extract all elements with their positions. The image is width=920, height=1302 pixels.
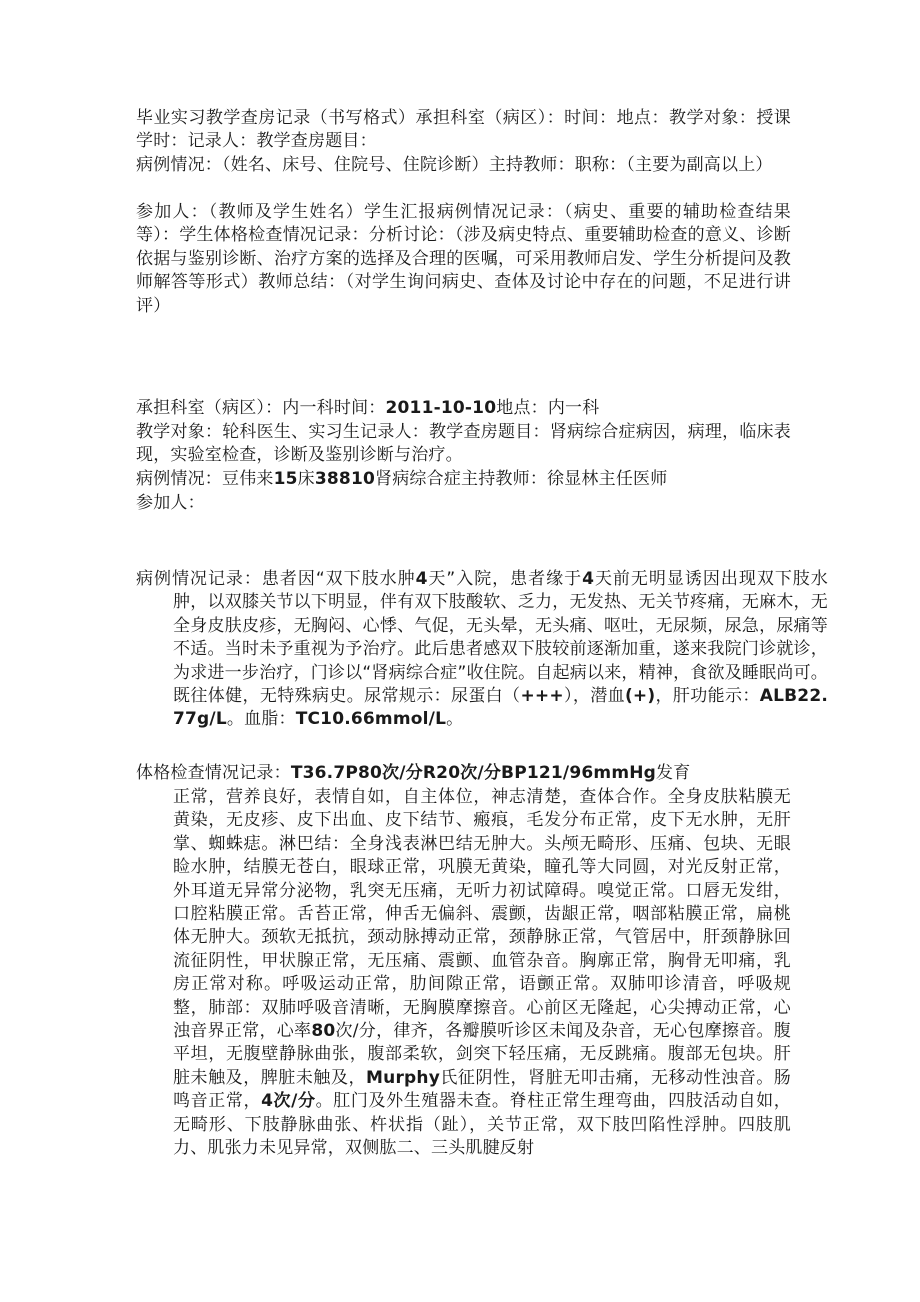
exam-body-b3: 氏征阴性，肾脏无叩击痛，无移动性浊音。肠鸣音正常， [173,1067,792,1112]
exam-body-b4: 。肛门及外生殖器未查。脊柱正常生理弯曲，四肢活动自如，无畸形、下肢静脉曲张、杵状指（趾），关节正常，双下肢凹陷性浮肿。四肢肌力、肌张力未见异常，双侧肱二、三头肌腱反射 [173,1091,791,1159]
exam-body-b2: 次/分，律齐，各瓣膜听诊区未闻及杂音，无心包摩擦音。腹平坦，无腹壁静脉曲张，腹部柔软，剑突下轻压痛，无反跳痛。腹部无包块。肝脏未触及，脾脏未触及， [173,1021,791,1088]
template-title-text: 毕业实习教学查房记录（书写格式）承担科室（病区）：时间：地点：教学对象：授课学时：记录人：教学查房题目： [136,108,791,152]
case-report-s6: 。血脂： [226,709,296,730]
record-case-line [136,468,791,491]
exam-vitals: T36.7P80次/分R20次/分BP121/96mmHg [290,763,657,783]
edema-days: 4 [415,569,428,589]
template-paragraph-title [136,107,791,154]
record-dept-line [136,397,791,420]
bowel-sounds-value: 4次/分 [261,1091,316,1112]
case-report-s2: 天”入院，患者缘于 [427,569,583,589]
record-teaching-line [136,421,791,468]
albumin-value: ALB22.77g/L [173,686,829,730]
case-report-paragraph [136,568,828,732]
exam-heading-label: 体格检查情况记录： [136,763,291,783]
record-participants-line [136,492,791,515]
onset-days: 4 [582,569,595,589]
exam-heading-tail: 发育 [656,763,691,783]
case-report-s5: ，肝功能示： [655,686,760,707]
record-date: 2011-10-10 [385,398,497,418]
admission-number: 38810 [314,469,376,489]
heart-rate-value: 80 [311,1021,336,1042]
bed-label: 床 [297,469,315,489]
exam-body-b1: 正常，营养良好，表情自如，自主体位，神志清楚，查体合作。全身皮肤粘膜无黄染，无皮疹、皮下出血、皮下结节、瘢痕，毛发分布正常，皮下无水肿，无肝掌、蜘蛛痣。淋巴结：全身浅表淋巴结无肿大。头颅无畸形、压痛、包块、无眼睑水肿，结膜无苍白，眼球正常，巩膜无黄染，瞳孔等大同圆，对光反射正常，外耳道无异常分泌物，乳突无压痛，无听力初试障碍。嗅觉正常。口唇无发绀，口腔粘膜正常。舌苔正常，伸舌无偏斜、震颤，齿龈正常，咽部粘膜正常，扁桃体无肿大。颈软无抵抗，颈动脉搏动正常，颈静脉正常，气管居中，肝颈静脉回流征阴性，甲状腺正常，无压痛、震颤、血管杂音。胸廓正常，胸骨无叩痛，乳房正常对称。呼吸运动正常，肋间隙正常，语颤正常。双肺叩诊清音，呼吸规整，肺部：双肺呼吸音清晰，无胸膜摩擦音。心前区无隆起，心尖搏动正常，心浊音界正常，心率 [173,787,791,1042]
cholesterol-value: TC10.66mmol/L [295,709,447,730]
case-prefix: 病例情况：豆伟来 [136,469,274,489]
exam-heading-line [136,762,791,785]
case-report-s4: ），潜血 [563,686,625,707]
occult-blood-value: (+) [624,686,656,707]
template-paragraph-participants [136,201,791,318]
dept-prefix: 承担科室（病区）：内一科时间： [136,398,386,418]
template-paragraph-case [136,154,791,177]
case-report-s1: 病例情况记录：患者因“双下肢水肿 [136,569,416,589]
teaching-text: 教学对象：轮科医生、实习生记录人：教学查房题目：肾病综合症病因，病理，临床表现，实验室检查，诊断及鉴别诊断与治疗。 [136,422,791,466]
case-report-s3: 天前无明显诱因出现双下肢水肿，以双膝关节以下明显，伴有双下肢酸软、乏力，无发热、无关节疼痛，无麻木，无全身皮肤皮疹，无胸闷、心悸、气促，无头晕，无头痛、呕吐，无尿频，尿急，尿痛等不适。当时未予重视为予治疗。此后患者感双下肢较前逐渐加重，遂来我院门诊就诊，为求进一步治疗，门诊以“肾病综合症”收住院。自起病以来，精神，食欲及睡眠尚可。既往体健，无特殊病史。尿常规示：尿蛋白（ [173,569,828,707]
bed-number: 15 [273,469,298,489]
record-location: 地点：内一科 [496,398,600,418]
case-suffix: 肾病综合症主持教师：徐显林主任医师 [375,469,668,489]
case-report-s7: 。 [446,709,464,730]
murphy-sign: Murphy [366,1067,441,1088]
template-participants-text: 参加人：（教师及学生姓名）学生汇报病例情况记录：（病史、重要的辅助检查结果等）：学生体格检查情况记录：分析讨论：（涉及病史特点、重要辅助检查的意义、诊断依据与鉴别诊断、治疗方案的选择及合理的医嘱，可采用教师启发、学生分析提问及教师解答等形式）教师总结：（对学生询问病史、查体及讨论中存在的问题，不足进行讲评） [136,202,791,316]
template-case-text: 病例情况：（姓名、床号、住院号、住院诊断）主持教师：职称：（主要为副高以上） [136,155,773,175]
urine-protein-value: +++ [520,686,564,707]
participants-label: 参加人： [136,493,205,513]
exam-body-paragraph [173,786,791,1161]
